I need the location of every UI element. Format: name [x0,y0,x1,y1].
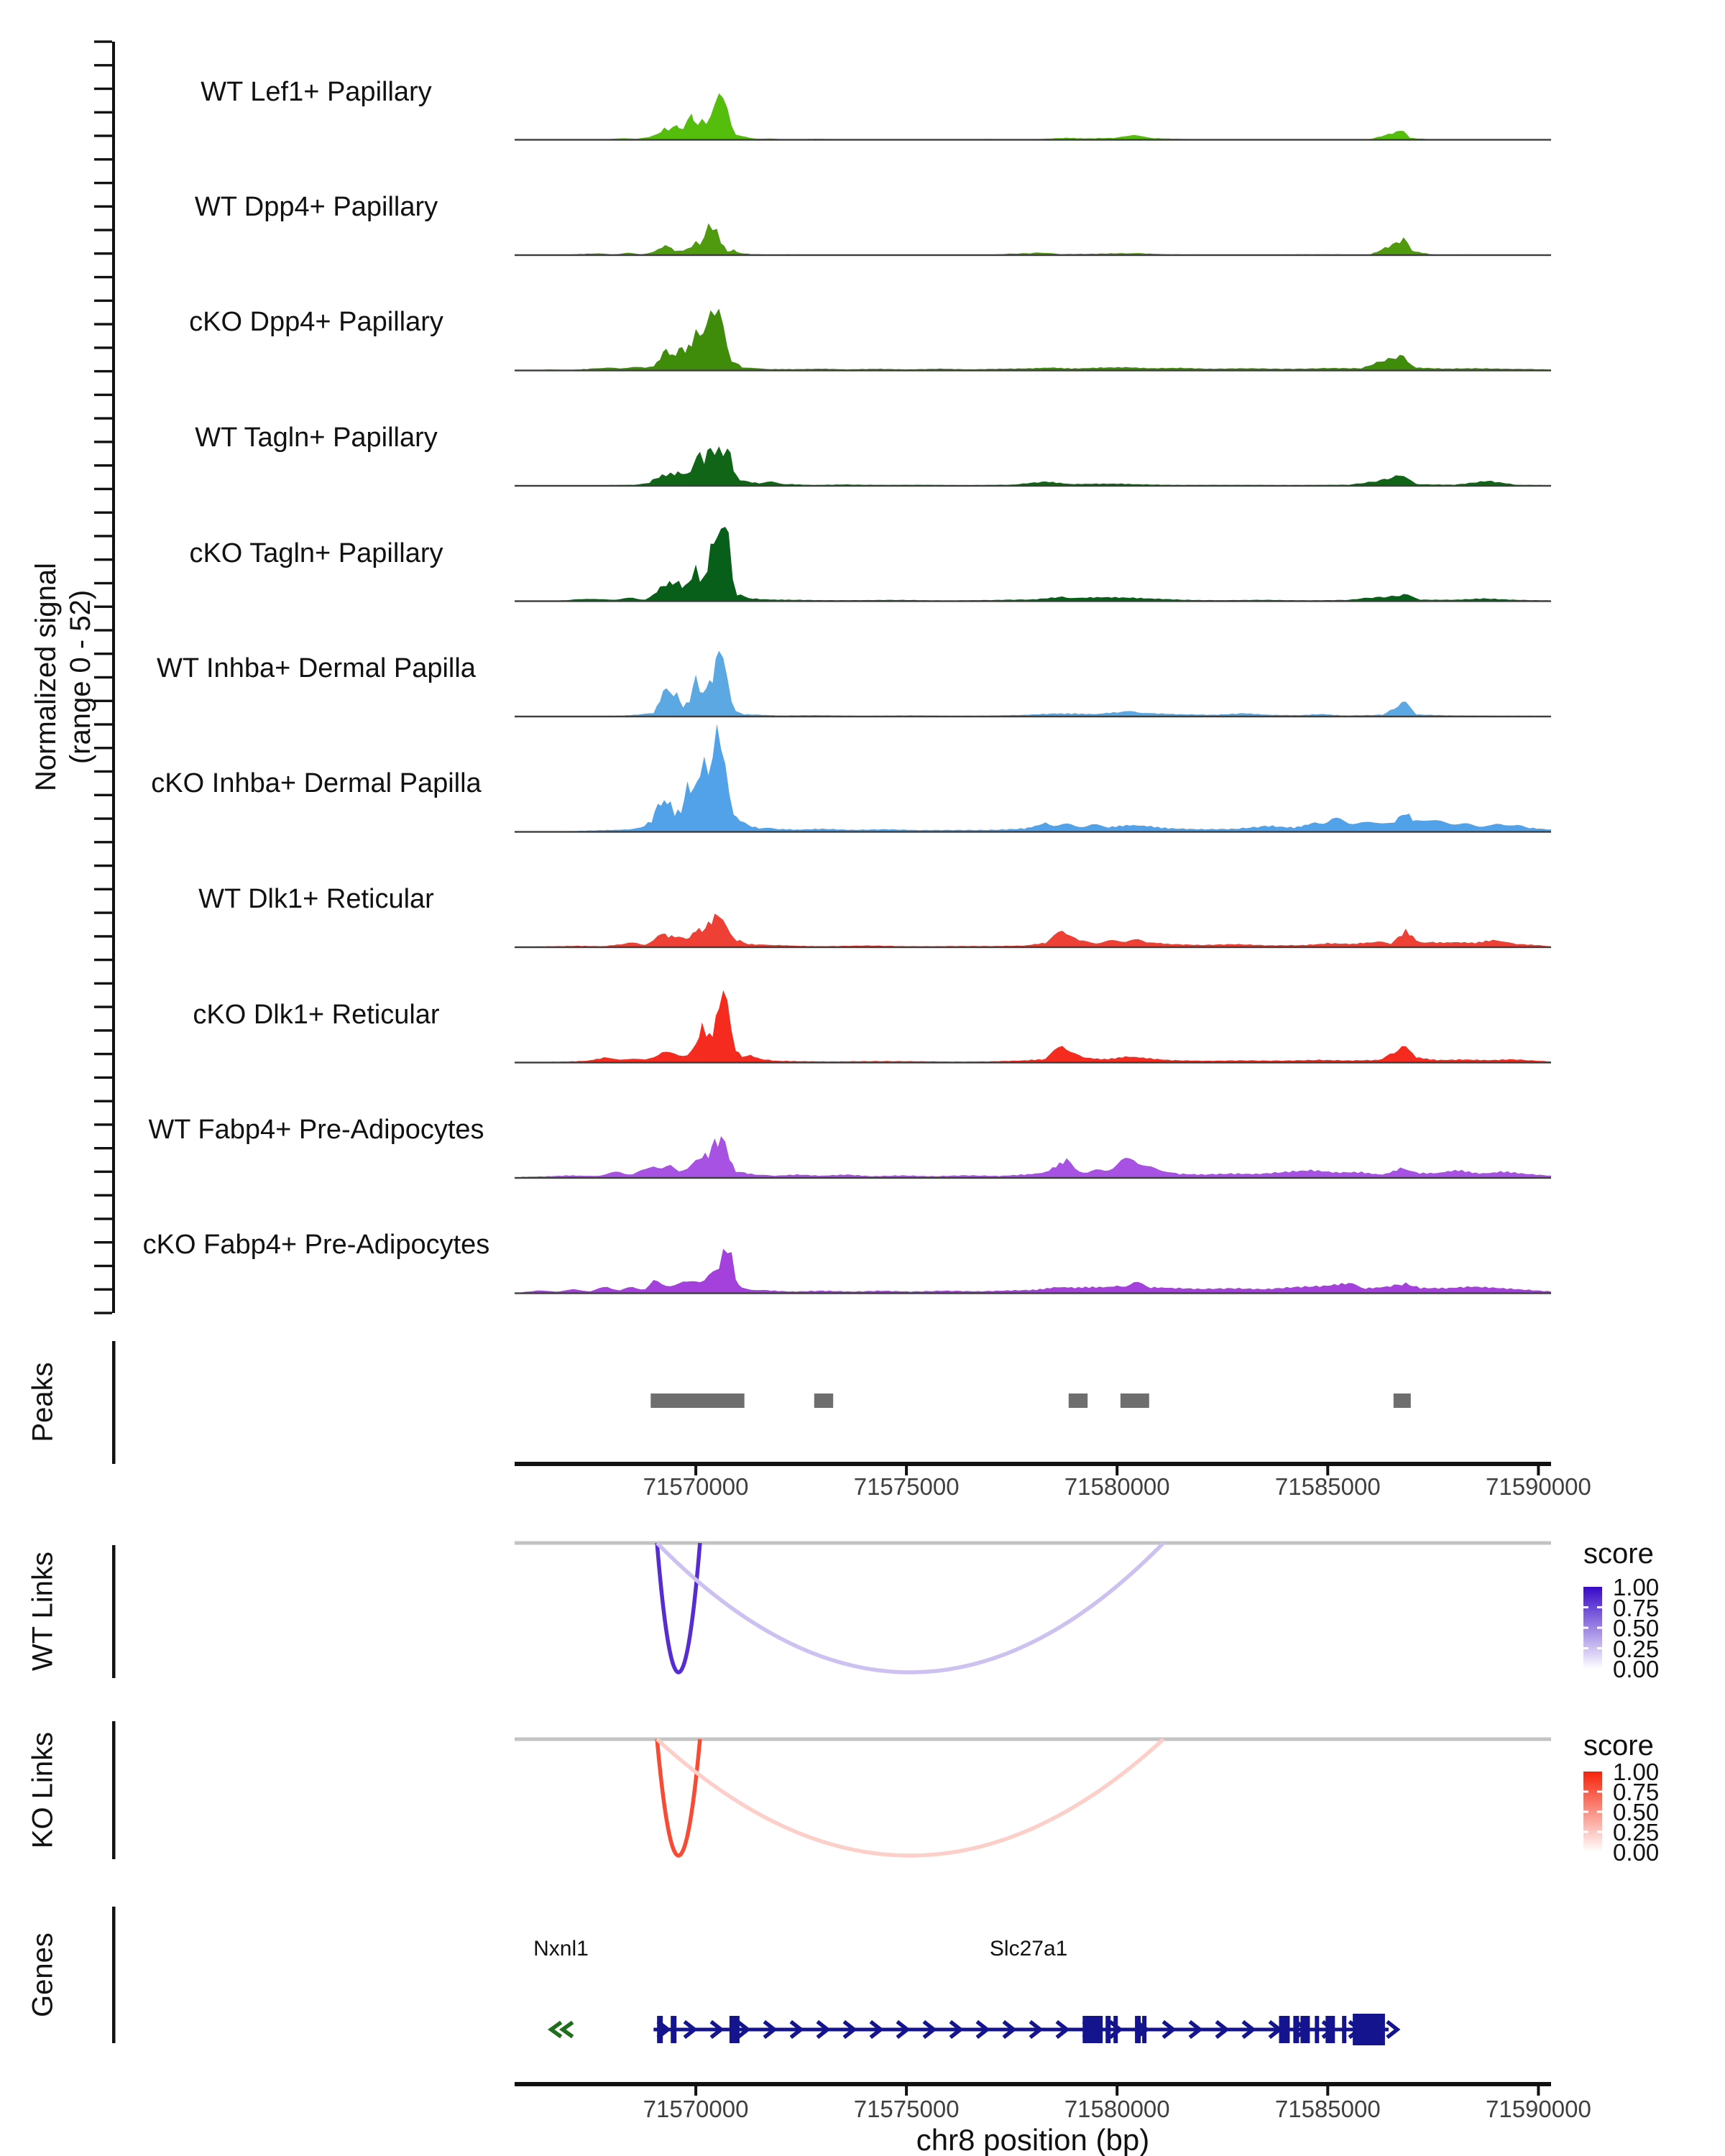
ko-links-legend-tickmark [1597,1811,1602,1813]
track-label-cko-tagln: cKO Tagln+ Papillary [189,538,443,568]
signal-y-axis-tick [94,464,112,466]
genome-axis-tick-label-0: 71575000 [853,1473,960,1500]
genome-axis-title: chr8 position (bp) [916,2123,1150,2156]
track-label-wt-lef1: WT Lef1+ Papillary [201,77,432,107]
ko-links-arc-1 [657,1739,1164,1856]
signal-y-axis-tick [94,252,112,254]
signal-y-axis-tick [94,111,112,114]
signal-y-axis-tick [94,1171,112,1173]
section-bracket-3 [112,1907,116,2043]
signal-y-axis-tick [94,64,112,66]
ko-links-legend-tickmark [1583,1811,1588,1813]
signal-y-axis-tick [94,40,112,42]
wt-links-legend-tickmark [1597,1647,1602,1649]
genome-axis-tick-label-0: 71590000 [1485,1473,1591,1500]
genome-axis-tick-label-1: 71570000 [643,2096,749,2122]
gene-exon [671,2016,676,2043]
signal-y-axis-tick [94,1053,112,1055]
signal-area-0 [528,93,1551,140]
track-baseline-4 [515,600,1551,602]
genome-axis-tick-1 [1116,2086,1118,2096]
signal-y-axis-tick [94,346,112,349]
track-label-cko-dpp4: cKO Dpp4+ Papillary [189,307,443,337]
signal-y-axis-tick [94,394,112,396]
wt-links-legend-tickmark [1583,1647,1588,1649]
gene-exon [1353,2014,1385,2045]
signal-y-axis-tick [94,1077,112,1079]
gene-exon [1082,2016,1103,2043]
wt-links-legend-tickmark [1597,1627,1602,1629]
signal-y-axis-tick [94,1289,112,1291]
signal-y-axis-tick [94,935,112,937]
gene-exon [1105,2016,1110,2043]
gene-exon [1135,2016,1141,2043]
signal-area-5 [540,651,1551,717]
signal-y-axis-tick [94,841,112,843]
signal-y-axis-tick [94,865,112,867]
ko-links-legend-tick-label: 1.00 [1613,1759,1660,1785]
signal-area-9 [519,1136,1551,1178]
genome-axis-tick-label-1: 71585000 [1274,2096,1381,2122]
section-bracket-1 [112,1545,116,1678]
signal-y-axis-tick [94,1194,112,1197]
gene-exon [730,2016,740,2043]
wt-links-legend-tickmark [1597,1606,1602,1608]
ko-links-legend-tickmark [1583,1791,1588,1793]
signal-area-1 [540,224,1551,255]
genome-axis-tick-1 [1537,2086,1540,2096]
wt-links-legend-tick-label: 0.25 [1613,1635,1660,1662]
track-baseline-1 [515,254,1551,256]
genome-axis-tick-label-0: 71570000 [643,1473,749,1500]
gene-name-label-nxnl1: Nxnl1 [533,1937,589,1961]
gene-exon [657,2016,663,2043]
signal-area-3 [540,446,1551,486]
gene-exon [1342,2016,1346,2043]
signal-y-axis-tick [94,1100,112,1102]
section-bracket-0 [112,1341,116,1464]
track-label-wt-dpp4: WT Dpp4+ Papillary [194,192,438,222]
section-label-genes: Genes [27,1932,59,2017]
wt-links-legend-tickmark [1583,1627,1588,1629]
track-baseline-9 [515,1177,1551,1179]
ko-links-legend-tick-label: 0.25 [1613,1819,1660,1846]
signal-y-axis-tick [94,488,112,490]
signal-y-axis-tick [94,817,112,819]
track-baseline-2 [515,369,1551,371]
wt-links-baseline [515,1542,1551,1545]
ko-links-legend-tickmark [1583,1831,1588,1833]
ko-links-legend-tick-label: 0.00 [1613,1839,1660,1866]
signal-y-axis-tick [94,158,112,160]
signal-y-axis-title-line1: Normalized signal [30,563,62,791]
signal-y-axis-title [29,563,98,791]
genome-axis-tick-label-0: 71585000 [1274,1473,1381,1500]
ko-links-legend-tickmark [1597,1791,1602,1793]
signal-y-axis-tick [94,512,112,514]
signal-y-axis-tick [94,182,112,184]
gene-exon [1315,2016,1319,2043]
gene-exon [1142,2016,1146,2043]
section-label-ko-links: KO Links [27,1731,59,1849]
gene-direction-arrow [1387,2022,1397,2037]
peak-region [1121,1393,1149,1408]
wt-links-legend-tick-label: 1.00 [1613,1574,1660,1600]
track-label-wt-inhba: WT Inhba+ Dermal Papilla [157,653,476,683]
wt-links-arc-1 [657,1543,1164,1672]
genome-axis-tick-1 [1326,2086,1329,2096]
signal-y-axis-tick [94,1029,112,1031]
signal-y-axis-tick [94,1312,112,1314]
signal-area-10 [519,1249,1551,1294]
genome-axis-tick-label-1: 71580000 [1064,2096,1170,2122]
track-baseline-5 [515,716,1551,717]
peak-region [1069,1393,1087,1408]
genome-axis-line-1 [515,2082,1551,2086]
wt-links-legend-tick-label: 0.75 [1613,1594,1660,1621]
section-label-wt-links: WT Links [27,1552,59,1671]
peak-region [650,1393,744,1408]
genome-axis-tick-1 [694,2086,697,2096]
peak-region [1394,1393,1411,1408]
track-label-wt-fabp4: WT Fabp4+ Pre-Adipocytes [148,1115,484,1145]
track-label-wt-dlk1: WT Dlk1+ Reticular [198,884,434,914]
track-baseline-10 [515,1292,1551,1294]
ko-links-legend-tick-label: 0.50 [1613,1799,1660,1825]
section-bracket-2 [112,1721,116,1859]
ko-links-legend-tick-label: 0.75 [1613,1779,1660,1805]
track-label-cko-inhba: cKO Inhba+ Dermal Papilla [151,768,482,798]
gene-exon [1293,2016,1299,2043]
track-baseline-0 [515,139,1551,140]
wt-links-legend-tick-label: 0.50 [1613,1615,1660,1641]
signal-y-axis-tick [94,535,112,537]
gene-exon [1325,2016,1335,2043]
signal-area-4 [540,527,1551,601]
signal-area-7 [519,913,1551,947]
signal-area-2 [528,309,1551,371]
track-baseline-6 [515,831,1551,832]
genome-axis-tick-label-0: 71580000 [1064,1473,1170,1500]
signal-y-axis-tick [94,982,112,985]
ko-links-legend-tickmark [1597,1831,1602,1833]
wt-links-legend-tick-label: 0.00 [1613,1656,1660,1682]
gene-exon [1113,2016,1118,2043]
gene-name-label-slc27a1: Slc27a1 [989,1937,1068,1961]
signal-y-axis-tick [94,229,112,231]
signal-area-6 [540,724,1551,831]
gene-direction-arrow-left [563,2022,573,2037]
signal-y-axis-tick [94,1265,112,1267]
track-label-cko-fabp4: cKO Fabp4+ Pre-Adipocytes [142,1230,490,1260]
track-label-cko-dlk1: cKO Dlk1+ Reticular [193,1000,440,1030]
ko-links-baseline [515,1738,1551,1741]
section-label-peaks: Peaks [27,1362,59,1442]
gene-exon [1279,2016,1290,2043]
signal-y-axis-tick [94,370,112,372]
track-baseline-7 [515,946,1551,948]
signal-area-8 [528,990,1551,1063]
signal-y-axis-tick [94,1217,112,1220]
signal-y-axis-tick [94,417,112,419]
track-baseline-3 [515,485,1551,487]
signal-y-axis-title-line2: (range 0 - 52) [65,589,96,765]
track-baseline-8 [515,1061,1551,1063]
ko-score-legend-title: score [1583,1730,1654,1761]
genome-axis-tick-label-1: 71575000 [853,2096,960,2122]
signal-y-axis-tick [94,300,112,302]
genome-axis-line-0 [515,1462,1551,1466]
wt-score-legend-title: score [1583,1538,1654,1570]
peak-region [814,1393,833,1408]
gene-exon [1300,2016,1310,2043]
wt-links-legend-tickmark [1583,1606,1588,1608]
signal-y-axis-tick [94,134,112,137]
genome-axis-tick-label-1: 71590000 [1485,2096,1591,2122]
track-label-wt-tagln: WT Tagln+ Papillary [195,423,438,453]
signal-y-axis-tick [94,1147,112,1149]
signal-y-axis-tick [94,276,112,278]
signal-y-axis-tick [94,959,112,961]
genome-axis-tick-1 [905,2086,908,2096]
